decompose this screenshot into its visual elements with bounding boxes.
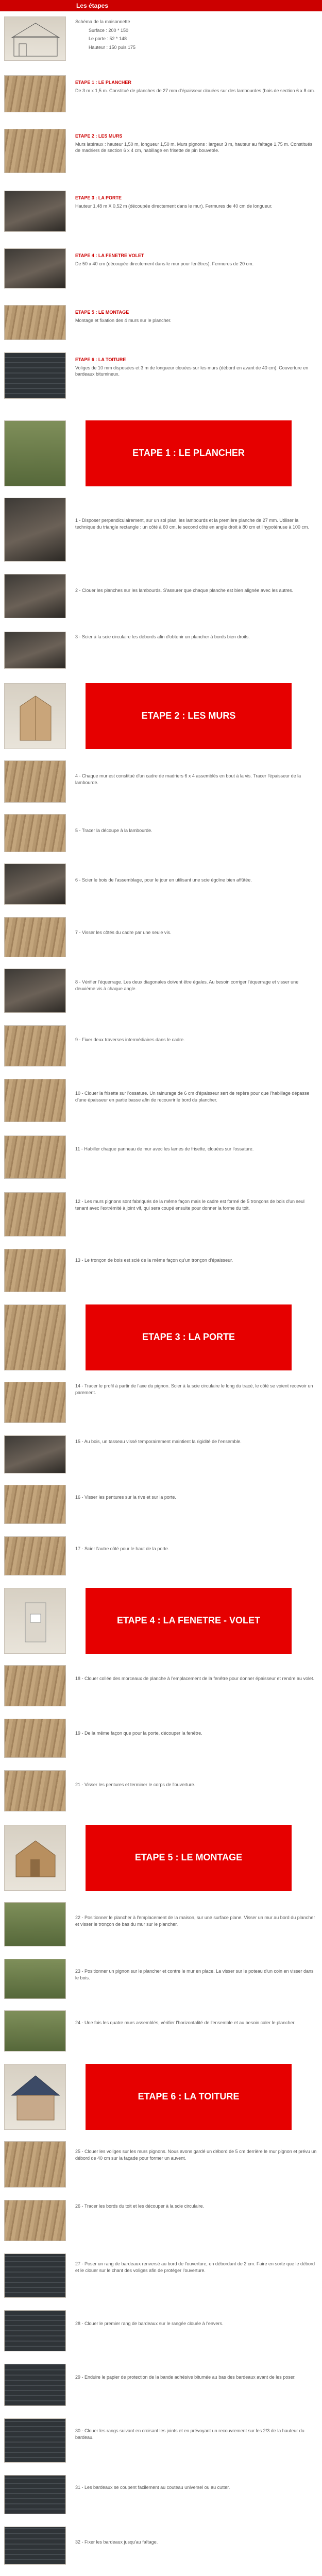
step-row (0, 965, 322, 1022)
step-text: 31 - Les bardeaux se coupent facilement au couteau universel ou au cutter. (75, 2485, 230, 2490)
step-row (0, 860, 322, 914)
step-text: 14 - Tracer le profil à partir de l'axe du pignon. Scier à la scie circulaire le long du tracé, le côté se voient recevoir un parement. (75, 1383, 313, 1395)
section-image (4, 1304, 66, 1370)
roof-icon (5, 2064, 66, 2130)
summary-row (0, 72, 322, 126)
step-image (4, 1192, 66, 1236)
step-text: 19 - De la même façon que pour la porte, découper la fenêtre. (75, 1731, 202, 1736)
step-text: 27 - Poser un rang de bardeaux renversé au bord de l'ouverture, en débordant de 2 cm. Faire en sorte que le débord et le clouer sur le chant des voliges afin de protéger l'ouverture. (75, 2261, 315, 2273)
step-image (4, 1536, 66, 1575)
section-image (4, 683, 66, 749)
house-plan-icon (5, 17, 66, 61)
step-image (4, 1136, 66, 1179)
section-image (4, 1825, 66, 1891)
step-row (0, 2573, 322, 2576)
step-row (0, 1022, 322, 1076)
step-row (0, 1899, 322, 1956)
step-text: 13 - Le tronçon de bois est scié de la même façon qu'un tronçon d'épaisseur. (75, 1258, 233, 1263)
step-image (4, 1382, 66, 1423)
step-image (4, 1485, 66, 1524)
section-row (0, 1301, 322, 1379)
step-text: 10 - Clouer la frisette sur l'ossature. Un rainurage de 6 cm d'épaisseur sert de repère pour que l'habillage dépasse d'une épaisseur en partie basse afin de recouvrir le bord du plancher. (75, 1091, 310, 1103)
section-banner: ETAPE 4 : LA FENETRE - VOLET (86, 1588, 292, 1654)
section-row (0, 1822, 322, 1899)
step-image (4, 917, 66, 957)
section-banner: ETAPE 2 : LES MURS (86, 683, 292, 749)
section-title: Les étapes (76, 2, 109, 9)
step-row (0, 2007, 322, 2061)
intro-line: Surface : 200 * 150 (89, 27, 129, 33)
step-image (4, 2527, 66, 2565)
step-text: 23 - Positionner un pignon sur le plancher et contre le mur en place. La visser sur le poteau d'un coin en visser dans le bois. (75, 1969, 314, 1980)
step-image (4, 863, 66, 905)
step-text: 8 - Vérifier l'équerrage. Les deux diagonales doivent être égales. Au besoin corriger l'équerrage et visser une deuxième vis à chaque angle. (75, 979, 299, 991)
summary-text: De 3 m x 1,5 m. Constitué de planches de 27 mm d'épaisseur clouées sur des lambourdes (bois de section 6 x 8 cm. (75, 88, 315, 93)
step-image (4, 632, 66, 669)
summary-text: Hauteur 1,48 m X 0,52 m (découpée directement dans le mur). Fermures de 40 cm de longueur. (75, 203, 273, 209)
step-text: 28 - Clouer le premier rang de bardeaux sur le rangée clouée à l'envers. (75, 2321, 224, 2326)
summary-row (0, 302, 322, 349)
section-title-bar (0, 0, 322, 11)
step-image (4, 2141, 66, 2188)
step-image (4, 574, 66, 618)
step-row (0, 1379, 322, 1432)
summary-heading: ETAPE 3 : LA PORTE (75, 195, 122, 200)
step-image (4, 1435, 66, 1473)
step-image (4, 2310, 66, 2351)
step-row (0, 1132, 322, 1189)
step-row (0, 1956, 322, 2007)
intro-text (75, 14, 317, 53)
summary-item (75, 191, 317, 211)
section-row (0, 1585, 322, 1662)
summary-text: Montage et fixation des 4 murs sur le plancher. (75, 317, 172, 323)
step-row (0, 757, 322, 811)
step-row (0, 2307, 322, 2361)
step-image (4, 1719, 66, 1758)
step-text: 22 - Positionner le plancher à l'emplacement de la maison, sur une surface plane. Visser un mur au bord du plancher et visser le tronçon de bas du mur sur le plancher. (75, 1915, 315, 1927)
summary-item (75, 129, 317, 156)
step-row (0, 495, 322, 571)
step-image (4, 2364, 66, 2406)
step-row (0, 1767, 322, 1822)
intro-row (0, 11, 322, 72)
step-row (0, 2523, 322, 2573)
section-banner: ETAPE 3 : LA PORTE (86, 1304, 292, 1370)
section-row (0, 417, 322, 495)
summary-heading: ETAPE 4 : LA FENETRE VOLET (75, 253, 144, 258)
step-row (0, 1076, 322, 1132)
step-text: 7 - Visser les côtés du cadre par une seule vis. (75, 930, 172, 935)
step-image (4, 969, 66, 1013)
summary-heading: ETAPE 1 : LE PLANCHER (75, 80, 131, 85)
summary-text: Voliges de 10 mm disposées et 3 m de longueur clouées sur les murs (débord en avant de 40 cm). Couverture en bardeaux bitumineux. (75, 365, 309, 377)
step-row (0, 2138, 322, 2197)
step-text: 4 - Chaque mur est constitué d'un cadre de madriers 6 x 4 assemblés en bout à la vis. Tracer l'épaisseur de la lambourde. (75, 773, 301, 785)
step-text: 5 - Tracer la découpe à la lambourde. (75, 828, 152, 833)
step-row (0, 1432, 322, 1482)
summary-heading: ETAPE 5 : LE MONTAGE (75, 310, 129, 315)
step-text: 32 - Fixer les bardeaux jusqu'au faîtage. (75, 2539, 158, 2545)
step-row (0, 1482, 322, 1533)
step-text: 18 - Clouer collée des morceaux de planche à l'emplacement de la fenêtre pour donner épaisseur et rendre au volet. (75, 1676, 314, 1681)
summary-image (4, 75, 66, 112)
summary-text: De 50 x 40 cm (découpée directement dans le mur pour fenêtres). Fermures de 20 cm. (75, 261, 254, 266)
section-banner: ETAPE 6 : LA TOITURE (86, 2064, 292, 2130)
plan-drawing-image (4, 16, 66, 61)
step-row (0, 1189, 322, 1246)
step-text: 29 - Enduire le papier de protection de la bande adhésive bitumée au bas des bardeaux avant de les poser. (75, 2375, 296, 2380)
section-image (4, 420, 66, 486)
summary-item (75, 352, 317, 380)
step-image (4, 760, 66, 803)
summary-item (75, 248, 317, 269)
step-text: 16 - Visser les pentures sur la rive et sur la porte. (75, 1495, 176, 1500)
step-image (4, 1770, 66, 1811)
intro-line: Hauteur : 150 puis 175 (89, 44, 136, 50)
window-frame-icon (5, 1588, 66, 1654)
step-text: 1 - Disposer perpendiculairement, sur un sol plan, les lambourds et la première planche de 27 mm. Utiliser la technique du triangle rectangle : un côté à 60 cm, le second côté en angle droit à 80 cm et l'hypoténuse à 100 cm. (75, 518, 310, 530)
section-image (4, 2064, 66, 2130)
section-banner: ETAPE 5 : LE MONTAGE (86, 1825, 292, 1891)
step-image (4, 814, 66, 852)
summary-item (75, 75, 317, 96)
summary-image (4, 129, 66, 173)
section-row (0, 2061, 322, 2138)
step-image (4, 2010, 66, 2052)
step-row (0, 629, 322, 680)
step-image (4, 2200, 66, 2241)
step-row (0, 2361, 322, 2415)
step-image (4, 2418, 66, 2463)
cabin-icon (5, 1825, 66, 1891)
step-image (4, 1079, 66, 1122)
step-text: 9 - Fixer deux traverses intermédiaires dans le cadre. (75, 1037, 185, 1042)
intro-line: Le porte : 52 * 148 (89, 36, 127, 42)
summary-image (4, 352, 66, 399)
step-row (0, 2197, 322, 2250)
step-text: 17 - Scier l'autre côté pour le haut de la porte. (75, 1546, 170, 1551)
step-row (0, 1533, 322, 1585)
step-image (4, 1902, 66, 1946)
step-image (4, 498, 66, 562)
step-text: 25 - Clouer les voliges sur les murs pignons. Nous avons gardé un débord de 5 cm derrière le mur pignon et prévu un débord de 40 cm sur la façade pour former un auvent. (75, 2149, 317, 2161)
summary-row (0, 245, 322, 302)
step-image (4, 1249, 66, 1292)
step-row (0, 2415, 322, 2472)
summary-image (4, 191, 66, 232)
step-text: 6 - Scier le bois de l'assemblage, pour le jour en utilisant une scie égoïne bien affûtée. (75, 877, 252, 883)
intro-line: Schéma de la maisonnette (75, 19, 130, 24)
step-text: 24 - Une fois les quatre murs assemblés, vérifier l'horizontalité de l'ensemble et au besoin caler le plancher. (75, 2020, 296, 2025)
summary-heading: ETAPE 2 : LES MURS (75, 133, 123, 139)
step-image (4, 2475, 66, 2514)
step-row (0, 914, 322, 965)
summary-image (4, 305, 66, 340)
step-row (0, 1246, 322, 1301)
step-image (4, 1665, 66, 1706)
section-row (0, 680, 322, 757)
step-row (0, 571, 322, 629)
section-image (4, 1588, 66, 1654)
summary-image (4, 248, 66, 289)
step-text: 15 - Au bois, un tasseau vissé temporairement maintient la rigidité de l'ensemble. (75, 1439, 242, 1444)
step-text: 30 - Clouer les rangs suivant en croisant les joints et en prévoyant un recouvrement sur les 2/3 de la hauteur du bardeau. (75, 2428, 304, 2440)
step-text: 2 - Clouer les planches sur les lambourds. S'assurer que chaque planche est bien alignée avec les autres. (75, 588, 293, 593)
summary-heading: ETAPE 6 : LA TOITURE (75, 357, 126, 362)
step-row (0, 811, 322, 860)
summary-item (75, 305, 317, 326)
summary-row (0, 188, 322, 245)
summary-row (0, 126, 322, 188)
wall-frame-icon (5, 684, 66, 749)
step-row (0, 1716, 322, 1767)
step-text: 11 - Habiller chaque panneau de mur avec les lames de frisette, clouées sur l'ossature. (75, 1146, 254, 1151)
step-image (4, 1025, 66, 1066)
section-banner: ETAPE 1 : LE PLANCHER (86, 420, 292, 486)
summary-text: Murs latéraux : hauteur 1,50 m, longueur 1,50 m. Murs pignons : largeur 3 m, hauteur au faîtage 1,75 m. Constitués de madriers de section 6 x 4 cm, habillage en frisette de pin bouvetée. (75, 141, 313, 154)
step-row (0, 1662, 322, 1716)
step-image (4, 1959, 66, 1999)
step-row (0, 2250, 322, 2307)
step-text: 12 - Les murs pignons sont fabriqués de la même façon mais le cadre est formé de 5 tronçons de bois d'un seul tenant avec l'extrémité à joint vif, qui sera coupé ensuite pour donner la forme du toit. (75, 1199, 304, 1211)
step-text: 21 - Visser les pentures et terminer le corps de l'ouverture. (75, 1782, 196, 1787)
step-text: 3 - Scier à la scie circulaire les débords afin d'obtenir un plancher à bords bien droits. (75, 634, 250, 639)
step-text: 26 - Tracer les bords du toit et les découper à la scie circulaire. (75, 2204, 205, 2209)
summary-row (0, 349, 322, 417)
step-image (4, 2253, 66, 2298)
step-row (0, 2472, 322, 2523)
